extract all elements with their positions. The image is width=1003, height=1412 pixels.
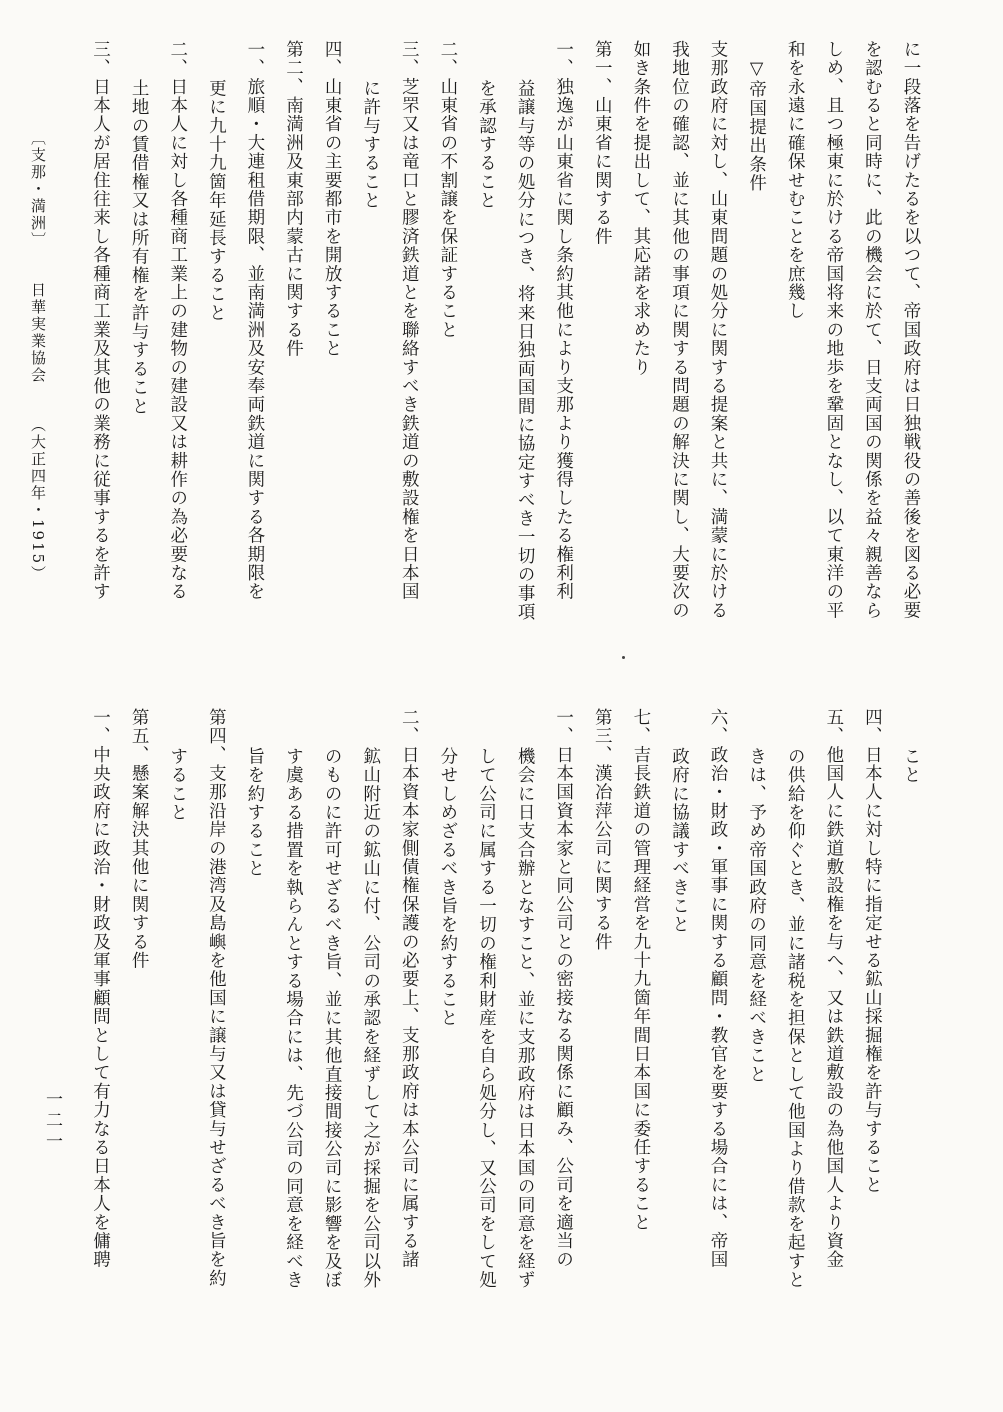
footer-category: 〔支那・満洲〕 xyxy=(29,130,47,249)
text-line: して公司に属する一切の権利財産を自ら処分し、又公司をして処 xyxy=(476,746,497,1289)
text-line: 旨を約すること xyxy=(244,746,265,878)
text-line: 如き条件を提出して、其応諾を求めたり xyxy=(630,40,651,377)
text-line: 分せしめざるべき旨を約すること xyxy=(437,746,458,1027)
text-line: に一段落を告げたるを以つて、帝国政府は日独戦役の善後を図る必要 xyxy=(901,40,921,620)
footer-publisher: 日華実業協会 xyxy=(29,282,47,384)
text-line: 更に九十九箇年延長すること xyxy=(206,78,227,322)
text-line: 鉱山附近の鉱山に付、公司の承認を経ずして之が採掘を公司以外 xyxy=(360,746,381,1289)
lower-text-block xyxy=(78,708,930,1320)
text-line: 政府に協議すべきこと xyxy=(669,746,690,934)
text-line: のものに許可せざるべき旨、並に其他直接間接公司に影響を及ぼ xyxy=(322,746,343,1289)
text-line: こと xyxy=(901,746,921,784)
text-line: 第三、漢冶萍公司に関する件 xyxy=(592,708,613,952)
text-line: 一、中央政府に政治・財政及軍事顧問として有力なる日本人を傭聘 xyxy=(90,708,111,1269)
footer-date: （大正四年・1915） xyxy=(29,417,47,583)
text-line: 二、日本資本家側債権保護の必要上、支那政府は本公司に属する諸 xyxy=(399,708,420,1269)
text-line: 一、日本国資本家と同公司との密接なる関係に顧み、公司を適当の xyxy=(553,708,574,1269)
text-line: 益譲与等の処分につき、将来日独両国間に協定すべき一切の事項 xyxy=(515,78,536,621)
print-speck xyxy=(622,656,625,659)
text-line: 土地の賃借権又は所有権を許与すること xyxy=(129,78,150,416)
text-line: ▽帝国提出条件 xyxy=(746,59,767,193)
text-line: 七、吉長鉄道の管理経営を九十九箇年間日本国に委任すること xyxy=(630,708,651,1232)
text-line: 和を永遠に確保せむことを庶幾し xyxy=(785,40,806,321)
text-line: を認むると同時に、此の機会に於て、日支両国の関係を益々親善なら xyxy=(862,40,883,620)
text-line: 四、日本人に対し特に指定せる鉱山採掘権を許与すること xyxy=(862,708,883,1195)
text-line: 一、独逸が山東省に関し条約其他により支那より獲得したる権利利 xyxy=(553,40,574,601)
text-line: 第四、支那沿岸の港湾及島嶼を他国に譲与又は貸与せざるべき旨を約 xyxy=(206,708,227,1288)
text-line: 五、他国人に鉄道敷設権を与へ、又は鉄道敷設の為他国人より資金 xyxy=(823,708,844,1269)
upper-text-block xyxy=(78,40,930,676)
text-line: 第五、懸案解決其他に関する件 xyxy=(129,708,150,970)
text-line: すること xyxy=(167,746,188,822)
text-line: 我地位の確認、並に其他の事項に関する問題の解決に関し、大要次の xyxy=(669,40,690,620)
text-line: きは、予め帝国政府の同意を経べきこと xyxy=(746,746,767,1084)
page-footer xyxy=(28,130,49,690)
text-line: 支那政府に対し、山東問題の処分に関する提案と共に、満蒙に於ける xyxy=(708,40,729,620)
text-line: 六、政治・財政・軍事に関する顧問・教官を要する場合には、帝国 xyxy=(708,708,729,1269)
text-line: 三、日本人が居住往来し各種商工業及其他の業務に従事するを許す xyxy=(90,40,111,601)
text-line: 四、山東省の主要都市を開放すること xyxy=(322,40,343,358)
text-line: を承認すること xyxy=(476,78,497,210)
page-number: 一二一 xyxy=(42,1090,62,1153)
text-line: す虞ある措置を執らんとする場合には、先づ公司の同意を経べき xyxy=(283,746,304,1289)
text-line: 二、日本人に対し各種商工業上の建物の建設又は耕作の為必要なる xyxy=(167,40,188,601)
text-line: 三、芝罘又は竜口と膠済鉄道とを聯絡すべき鉄道の敷設権を日本国 xyxy=(399,40,420,601)
text-line: しめ、且つ極東に於ける帝国将来の地歩を鞏固となし、以て東洋の平 xyxy=(823,40,844,620)
text-line: 機会に日支合辦となすこと、並に支那政府は日本国の同意を経ず xyxy=(515,746,536,1289)
text-line: の供給を仰ぐとき、並に諸税を担保として他国より借款を起すと xyxy=(785,746,806,1289)
text-line: に許与すること xyxy=(360,78,381,210)
text-line: 第一、山東省に関する件 xyxy=(592,40,613,246)
text-line: 一、旅順・大連租借期限、並南満洲及安奉両鉄道に関する各期限を xyxy=(244,40,265,601)
text-line: 第二、南満洲及東部内蒙古に関する件 xyxy=(283,40,304,358)
text-line: 二、山東省の不割譲を保証すること xyxy=(437,40,458,340)
